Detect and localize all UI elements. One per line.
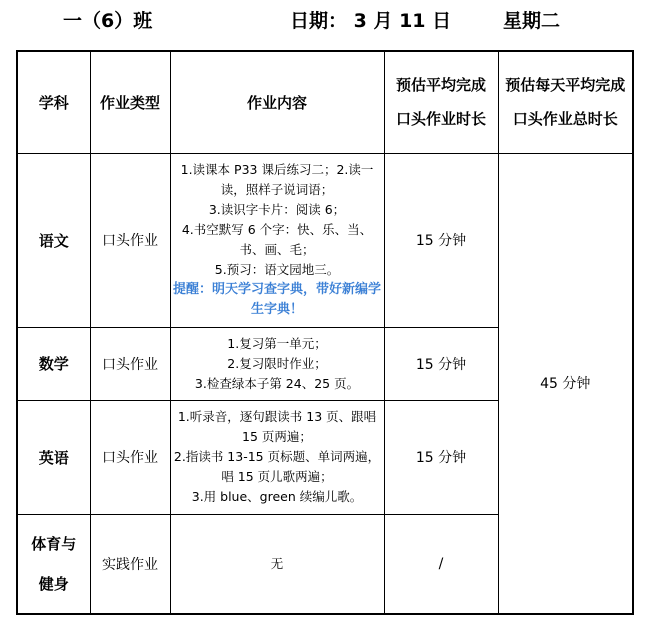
- type-cell: 口头作业: [90, 327, 170, 400]
- subject-cell: [17, 514, 90, 614]
- header-est-avg-line1: 预估平均完成: [395, 76, 486, 95]
- time-cell: /: [384, 514, 498, 614]
- content-cell: [170, 400, 384, 514]
- total-time-cell: 45 分钟: [498, 153, 633, 614]
- content-cell: [170, 327, 384, 400]
- content-item: 1.复习第一单元；: [227, 335, 327, 351]
- header-subject: 学科: [17, 51, 90, 153]
- header-content: 作业内容: [170, 51, 384, 153]
- time-cell: 15 分钟: [384, 153, 498, 327]
- content-item: 1.读课本 P33 课后练习二；2.读一读，照样子说词语；: [180, 162, 374, 197]
- weekday-label: 星期二: [503, 10, 561, 32]
- table-header-row: [17, 51, 633, 153]
- content-cell: [170, 153, 384, 327]
- subject-line: 体育与: [31, 534, 77, 553]
- header-est-total-line2: 口头作业总时长: [512, 110, 618, 129]
- content-cell: 无: [170, 514, 384, 614]
- content-item: 3.用 blue、green 续编儿歌。: [191, 489, 363, 504]
- content-item: 5.预习：语文园地三。: [214, 262, 340, 277]
- reminder-text: 提醒：明天学习查字典，带好新编学生字典！: [172, 282, 381, 317]
- table-row-chinese: [17, 153, 633, 327]
- type-cell: 口头作业: [90, 400, 170, 514]
- header-est-total: [498, 51, 633, 153]
- content-item: 2.指读书 13-15 页标题、单词两遍，唱 15 页儿歌两遍；: [173, 449, 381, 484]
- homework-table: [16, 50, 634, 615]
- page-header: [0, 6, 655, 36]
- time-cell: 15 分钟: [384, 327, 498, 400]
- content-item: 3.检查绿本子第 24、25 页。: [194, 375, 360, 391]
- header-est-total-line1: 预估每天平均完成: [505, 76, 626, 95]
- type-cell: 口头作业: [90, 153, 170, 327]
- date-label: 日期： 3 月 11 日: [290, 10, 452, 32]
- subject-cell: 语文: [17, 153, 90, 327]
- time-cell: 15 分钟: [384, 400, 498, 514]
- header-est-avg-line2: 口头作业时长: [395, 110, 486, 129]
- content-item: 4.书空默写 6 个字：快、乐、当、书、画、毛；: [181, 222, 373, 257]
- content-item: 2.复习限时作业；: [227, 355, 327, 371]
- header-type: 作业类型: [90, 51, 170, 153]
- content-item: 3.读识字卡片：阅读 6；: [208, 202, 346, 217]
- subject-cell: 英语: [17, 400, 90, 514]
- subject-line: 健身: [38, 574, 69, 593]
- content-item: 1.听录音，逐句跟读书 13 页、跟唱 15 页两遍；: [177, 409, 377, 444]
- subject-cell: 数学: [17, 327, 90, 400]
- type-cell: 实践作业: [90, 514, 170, 614]
- header-est-avg: [384, 51, 498, 153]
- class-name: 一（6）班: [63, 10, 153, 32]
